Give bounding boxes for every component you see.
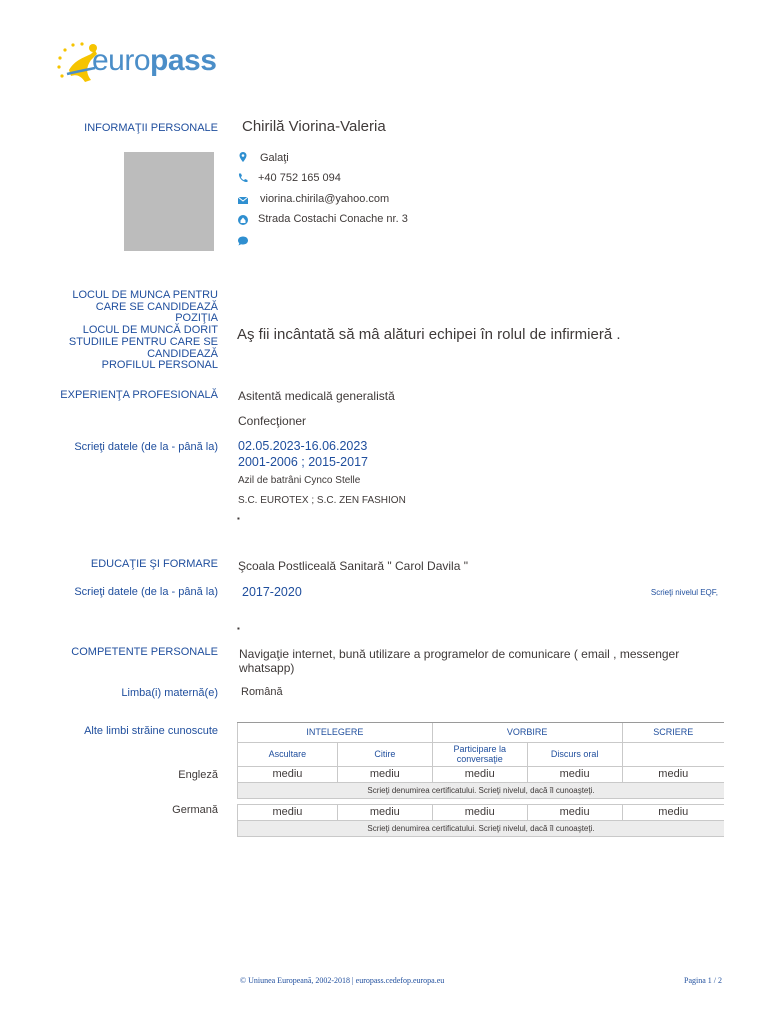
- section-label-experience: EXPERIENŢA PROFESIONALĂ: [60, 389, 218, 401]
- german-interaction: mediu: [432, 804, 527, 820]
- contact-email[interactable]: viorina.chirila@yahoo.com: [260, 193, 390, 205]
- mother-tongue-label: Limba(i) maternă(e): [121, 687, 218, 699]
- education-eqf-level: Scrieţi nivelul EQF,: [650, 588, 718, 597]
- english-reading: mediu: [337, 766, 432, 782]
- english-writing: mediu: [622, 766, 724, 782]
- footer-page-number: Pagina 1 / 2: [684, 976, 722, 985]
- phone-icon: [237, 172, 249, 184]
- language-row-english: [238, 766, 725, 782]
- language-table: [237, 723, 724, 837]
- location-pin-icon: [237, 151, 249, 163]
- language-cert-german: [238, 820, 725, 836]
- experience-employer-1: Azil de batrâni Cynco Stelle: [238, 475, 361, 486]
- experience-title-2: Confecţioner: [238, 414, 307, 428]
- language-name-english: Engleză: [178, 769, 218, 781]
- german-listening: mediu: [238, 804, 338, 820]
- other-languages-label: Alte limbi străine cunoscute: [84, 725, 218, 737]
- english-listening: mediu: [238, 766, 338, 782]
- section-label-education: EDUCAŢIE ŞI FORMARE: [90, 558, 218, 570]
- subheader-reading: Citire: [337, 742, 432, 766]
- section-label-job: LOCUL DE MUNCA PENTRU CARE SE CANDIDEAZĂ POZIŢIA LOCUL DE MUNCĂ DORIT STUDIILE PENTRU CARE SE CANDIDEAZĂ PROFILUL PERSONAL: [68, 289, 218, 372]
- subheader-interaction: Participare la conversaţie: [432, 742, 527, 766]
- photo-placeholder: [124, 152, 214, 251]
- home-address-icon: [237, 214, 249, 226]
- education-dates-label: Scrieţi datele (de la - până la): [74, 586, 218, 598]
- competences-text: Navigaţie internet, bună utilizare a programelor de comunicare ( email , messenger whatsapp): [239, 647, 680, 675]
- contact-phone[interactable]: +40 752 165 094: [258, 172, 341, 184]
- section-label-competences: COMPETENTE PERSONALE: [71, 646, 218, 658]
- contact-city: Galaţi: [260, 152, 289, 164]
- contact-address: Strada Costachi Conache nr. 3: [258, 213, 408, 225]
- mother-tongue-value: Română: [241, 686, 283, 698]
- header-speaking: VORBIRE: [432, 723, 622, 742]
- english-production: mediu: [527, 766, 622, 782]
- experience-bullet: ▪: [237, 514, 240, 523]
- german-production: mediu: [527, 804, 622, 820]
- english-certificate: Scrieţi denumirea certificatului. Scrieţi nivelul, dacă îl cunoaşteţi.: [238, 782, 725, 798]
- footer-copyright[interactable]: © Uniunea Europeană, 2002-2018 | europass.cedefop.europa.eu: [240, 976, 445, 985]
- experience-employer-2: S.C. EUROTEX ; S.C. ZEN FASHION: [238, 495, 406, 506]
- education-school: Şcoala Postliceală Sanitară " Carol Davila ": [238, 559, 468, 573]
- german-writing: mediu: [622, 804, 724, 820]
- job-statement: Aş fii incântată să mâ alături echipei în rolul de infirmieră .: [237, 326, 621, 343]
- education-bullet: ▪: [237, 624, 240, 633]
- experience-dates-1: 02.05.2023-16.06.2023: [238, 439, 368, 453]
- header-writing: SCRIERE: [622, 723, 724, 742]
- experience-dates-2: 2001-2006 ; 2015-2017: [238, 455, 368, 469]
- chat-bubble-icon: [237, 235, 249, 247]
- email-icon: [237, 194, 249, 206]
- english-interaction: mediu: [432, 766, 527, 782]
- subheader-listening: Ascultare: [238, 742, 338, 766]
- europass-wordmark: europass: [92, 44, 217, 77]
- language-row-german: [238, 804, 725, 820]
- language-cert-english: [238, 782, 725, 798]
- header-understanding: INTELEGERE: [238, 723, 433, 742]
- experience-title-1: Asitentă medicală generalistă: [238, 389, 395, 403]
- language-name-german: Germană: [172, 804, 218, 816]
- candidate-name: Chirilă Viorina-Valeria: [242, 118, 386, 135]
- section-label-personal: INFORMAŢII PERSONALE: [84, 122, 218, 134]
- subheader-production: Discurs oral: [527, 742, 622, 766]
- subheader-empty: [622, 742, 724, 766]
- german-certificate: Scrieţi denumirea certificatului. Scrieţi nivelul, dacă îl cunoaşteţi.: [238, 820, 725, 836]
- german-reading: mediu: [337, 804, 432, 820]
- experience-dates-label: Scrieţi datele (de la - până la): [74, 441, 218, 453]
- education-dates: 2017-2020: [242, 585, 302, 599]
